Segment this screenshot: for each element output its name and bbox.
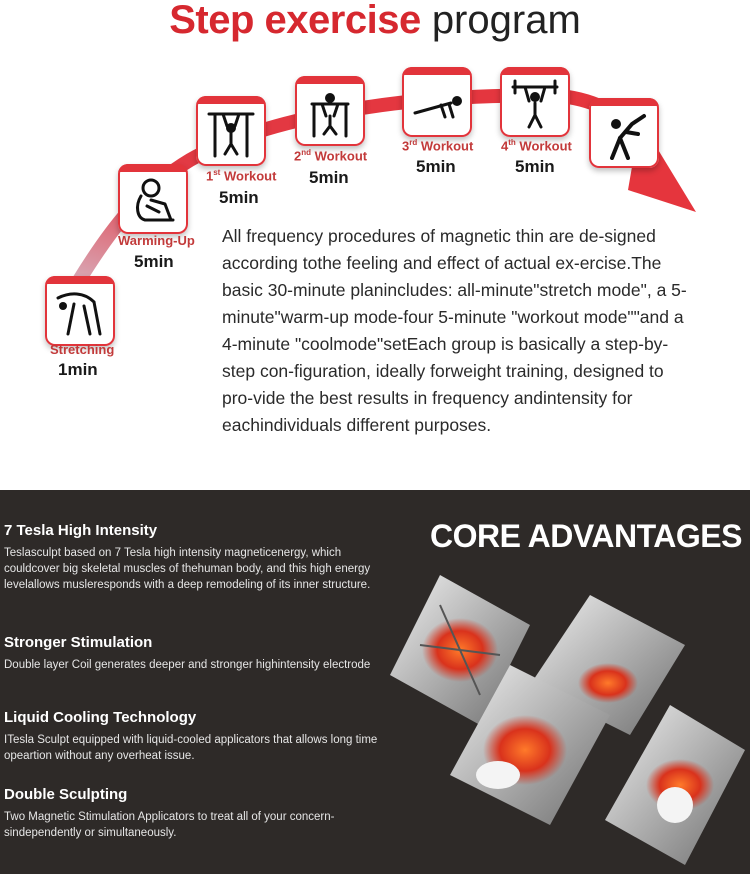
feature-text: Teslasculpt based on 7 Tesla high intensity magneticenergy, which couldcover big skeletal muscles of thehuman body, and this high energy levelallows musleresponds with a deep remodeling of its inner structure. [4,547,371,591]
step-duration-4th-workout: 5min [515,157,555,176]
pushup-icon [411,79,463,129]
feature-liquid-cooling [4,709,384,764]
feature-text: Double layer Coil generates deeper and stronger highintensity electrode [4,659,371,671]
program-description: All frequency procedures of magnetic thin are de-signed according tothe feeling and effect of actual ex-ercise.The basic 30-minute planincludes: all-minute"stretch mode", a 5-minute"warm-up mode-four 5-minute "workout mode""and a 4-minute "coolmode"setEach group is basically a step-by-step con-figuration, ideally forweight training, designed to pro-vide the best results in frequency andintensity for eachindividuals different purposes. [222,226,687,435]
step-label-2nd-workout: 2nd Workout [294,148,368,164]
step-duration-stretching: 1min [58,360,98,379]
weightlift-icon [509,79,561,129]
feature-title: 7 Tesla High Intensity [4,522,158,539]
step-label-stretching: Stretching [50,342,115,357]
step-label-1st-workout: 1st Workout [206,168,277,184]
feature-double-sculpting [4,786,384,841]
step-label-warming-up: Warming-Up [118,233,195,248]
advantages-section [0,490,750,874]
cooldown-icon [598,110,650,160]
step-label-4th-workout: 4th Workout [501,138,572,154]
feature-title: Liquid Cooling Technology [4,709,197,726]
feature-title: Stronger Stimulation [4,634,153,651]
step-duration-2nd-workout: 5min [309,168,349,187]
step-duration-warming-up: 5min [134,252,174,271]
feature-stronger-stimulation [4,634,384,673]
step-4th-workout [500,67,570,137]
feature-text: ITesla Sculpt equipped with liquid-cooled applicators that allows long time opeartion without any overheat issue. [4,734,378,762]
step-2nd-workout [295,76,365,146]
feature-7-tesla [4,522,384,593]
stretching-icon [54,288,106,338]
dip-icon [304,88,356,138]
step-1st-workout [196,96,266,166]
treatment-photo-collage [380,565,750,870]
step-stretching [45,276,115,346]
sitting-icon [127,176,179,226]
core-advantages-title: CORE ADVANTAGES [430,518,742,554]
step-duration-1st-workout: 5min [219,188,259,207]
pullup-icon [205,108,257,158]
page-title: Step exercise program [169,0,581,42]
step-3rd-workout [402,67,472,137]
step-label-3rd-workout: 3rd Workout [402,138,474,154]
step-duration-3rd-workout: 5min [416,157,456,176]
step-warming-up [118,164,188,234]
feature-title: Double Sculpting [4,786,128,803]
feature-text: Two Magnetic Stimulation Applicators to treat all of your concern-sindependently or simultaneously. [4,811,335,839]
step-cooldown [589,98,659,168]
